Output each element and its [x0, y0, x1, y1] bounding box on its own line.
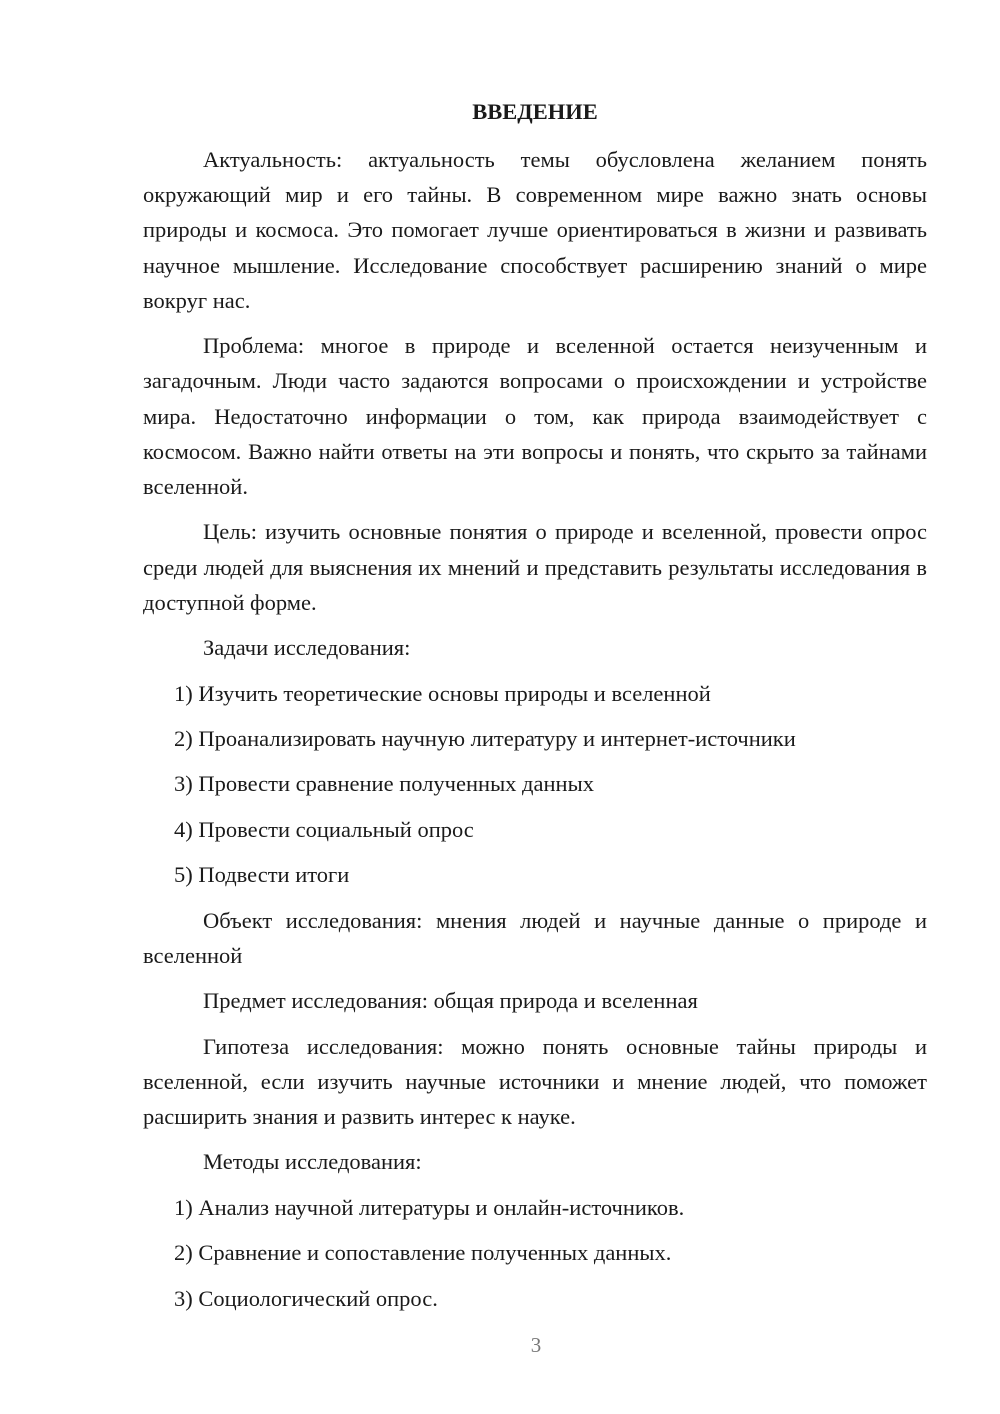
problem-paragraph: Проблема: многое в природе и вселенной остается неизученным и загадочным. Люди часто задаются вопросами о происхождении и устройстве мира. Недостаточно информации о том, как природа взаимодействует с космосом. Важно найти ответы на эти вопросы и понять, что скрыто за тайнами вселенной. [143, 333, 927, 500]
task-item: 3) Провести сравнение полученных данных [174, 771, 594, 797]
task-item: 1) Изучить теоретические основы природы и вселенной [174, 680, 711, 706]
page-number: 3 [530, 1333, 542, 1357]
methods-heading: Методы исследования: [203, 1149, 422, 1175]
relevance-paragraph: Актуальность: актуальность темы обусловлена желанием понять окружающий мир и его тайны. В современном мире важно знать основы природы и космоса. Это помогает лучше ориентироваться в жизни и развивать научное мышление. Исследование способствует расширению знаний о мире вокруг нас. [143, 147, 927, 313]
method-item: 1) Анализ научной литературы и онлайн-источников. [174, 1194, 685, 1220]
task-item: 2) Проанализировать научную литературу и интернет-источники [174, 725, 796, 751]
object-paragraph: Объект исследования: мнения людей и научные данные о природе и вселенной [143, 907, 927, 968]
methods-list [143, 1190, 927, 1316]
subject-paragraph: Предмет исследования: общая природа и вселенная [203, 988, 698, 1014]
task-item: 4) Провести социальный опрос [174, 816, 474, 842]
method-item: 2) Сравнение и сопоставление полученных данных. [174, 1240, 672, 1266]
section-title: ВВЕДЕНИЕ [472, 99, 598, 124]
tasks-list [143, 676, 927, 893]
task-item: 5) Подвести итоги [174, 862, 350, 888]
goal-paragraph: Цель: изучить основные понятия о природе и вселенной, провести опрос среди людей для выяснения их мнений и представить результаты исследования в доступной форме. [143, 519, 927, 615]
hypothesis-paragraph: Гипотеза исследования: можно понять основные тайны природы и вселенной, если изучить научные источники и мнение людей, что поможет расширить знания и развить интерес к науке. [143, 1033, 927, 1129]
tasks-heading: Задачи исследования: [203, 635, 411, 661]
document-body [143, 94, 927, 1326]
method-item: 3) Социологический опрос. [174, 1285, 438, 1311]
